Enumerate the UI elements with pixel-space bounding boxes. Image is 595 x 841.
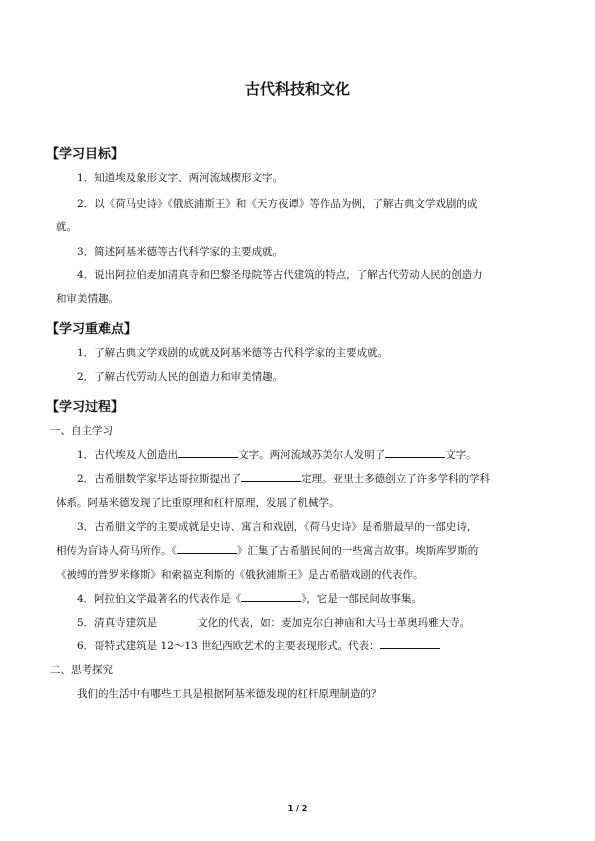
q4-text-b: 》，它是一部民间故事集。 [301, 593, 422, 605]
process-heading: 【学习过程】 [46, 400, 125, 415]
q5-text-b: 文化的代表，如：麦加克尔白神庙和大马士革奥玛雅大寺。 [197, 617, 471, 629]
q4-text-a: 4．阿拉伯文学最著名的代表作是《 [77, 593, 242, 605]
question-2-cont: 体系。阿基米德发现了比重原理和杠杆原理，发展了机械学。 [56, 497, 340, 509]
key-point-2: 2．了解古代劳动人民的创造力和审美情趣。 [77, 371, 284, 383]
question-2 [77, 472, 490, 486]
fill-blank[interactable] [380, 639, 440, 649]
q2-text-b: 定理。亚里士多德创立了许多学科的学科 [301, 473, 491, 485]
fill-blank[interactable] [177, 544, 237, 554]
q6-text-a: 6．哥特式建筑是 12～13 世纪西欧艺术的主要表现形式。代表： [77, 640, 380, 652]
question-5 [77, 616, 470, 630]
think-heading: 二、思考探究 [50, 664, 113, 676]
goal-item-4-cont: 和审美情趣。 [56, 293, 119, 305]
q1-text-a: 1．古代埃及人创造出 [77, 449, 179, 461]
fill-blank[interactable] [241, 592, 301, 602]
question-3-cont2: 《被缚的普罗米修斯》和索福克利斯的《俄狄浦斯王》是古希腊戏剧的代表作。 [56, 569, 424, 581]
page-number: 1 / 2 [287, 804, 308, 813]
question-6 [77, 639, 440, 653]
q3-text-a: 相传为盲诗人荷马所作。 [56, 545, 172, 557]
question-3-cont [56, 544, 478, 558]
question-4 [77, 592, 422, 606]
think-question: 我们的生活中有哪些工具是根据阿基米德发现的杠杆原理制造的？ [77, 688, 382, 700]
page-title: 古代科技和文化 [244, 80, 350, 98]
fill-blank[interactable] [178, 448, 238, 458]
goal-item-1: 1．知道埃及象形文字、两河流域楔形文字。 [77, 172, 284, 184]
goal-item-4: 4．说出阿拉伯麦加清真寺和巴黎圣母院等古代建筑的特点，了解古代劳动人民的创造力 [77, 269, 483, 281]
goal-item-2-cont: 就。 [56, 221, 77, 233]
self-study-heading: 一、自主学习 [50, 425, 113, 437]
q3-text-b: 《 [171, 545, 177, 557]
question-3: 3．古希腊文学的主要成就是史诗、寓言和戏剧，《荷马史诗》是希腊最早的一部史诗， [77, 521, 478, 533]
q3-text-c: 》汇集了古希腊民间的一些寓言故事。埃斯库罗斯的 [236, 545, 479, 557]
goal-item-2: 2．以《荷马史诗》《俄底浦斯王》和《天方夜谭》等作品为例，了解古典文学戏剧的成 [77, 198, 478, 210]
q1-text-c: 文字。 [445, 449, 477, 461]
goal-item-3: 3．简述阿基米德等古代科学家的主要成就。 [77, 246, 284, 258]
key-point-1: 1．了解古典文学戏剧的成就及阿基米德等古代科学家的主要成就。 [77, 347, 389, 359]
key-points-heading: 【学习重难点】 [46, 322, 138, 337]
fill-blank[interactable] [385, 448, 445, 458]
question-1 [77, 448, 477, 462]
fill-blank[interactable] [241, 472, 301, 482]
q5-text-a: 5．清真寺建筑是 [77, 617, 158, 629]
q1-text-b: 文字。两河流域苏美尔人发明了 [238, 449, 386, 461]
goals-heading: 【学习目标】 [46, 147, 125, 162]
q2-text-a: 2．古希腊数学家毕达哥拉斯提出了 [77, 473, 242, 485]
